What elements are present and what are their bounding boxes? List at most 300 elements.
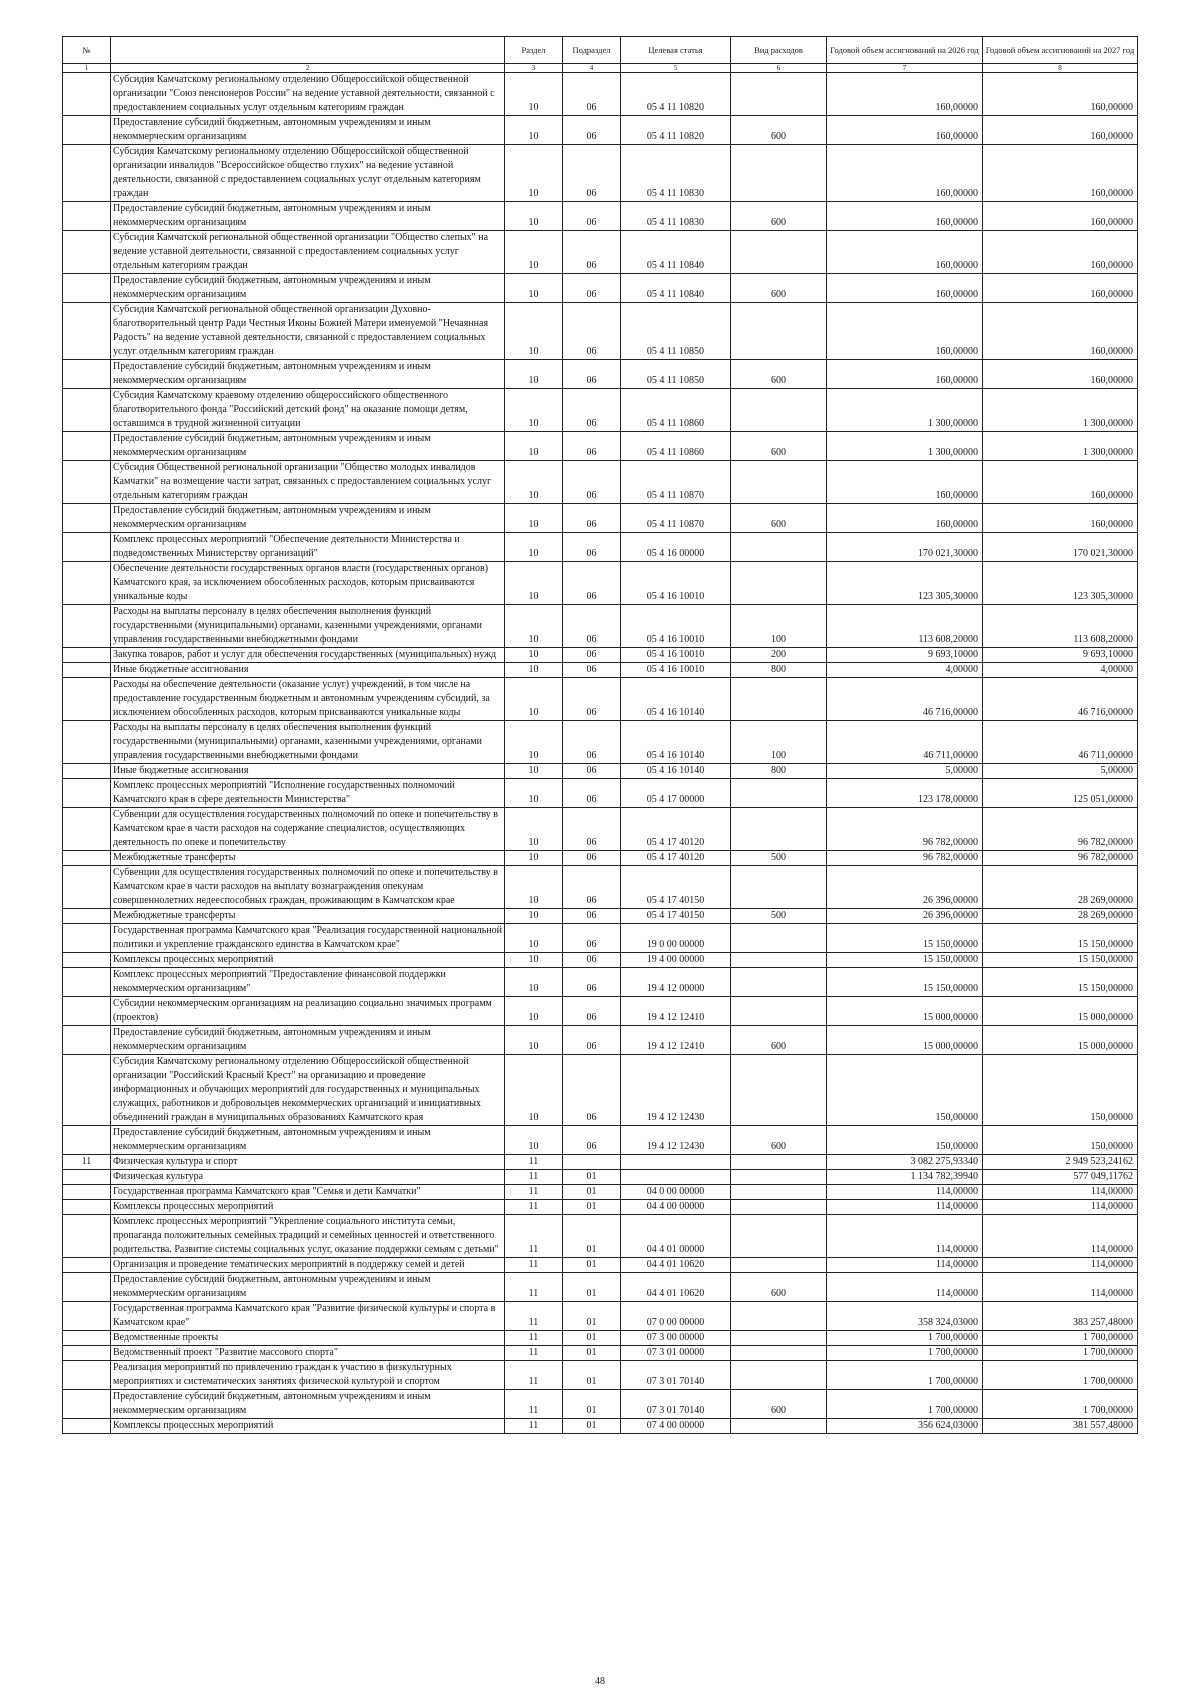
table-row	[63, 432, 1138, 461]
row-amount-2026: 160,00000	[827, 274, 983, 303]
row-target-article: 05 4 16 10010	[621, 648, 731, 663]
row-expense-type: 800	[731, 663, 827, 678]
row-expense-type	[731, 968, 827, 997]
row-name: Субсидия Камчатской региональной общественной организации "Общество слепых" на ведение уставной деятельности, связанной с предоставлением социальных услуг отдельным категориям граждан	[111, 231, 505, 274]
table-row	[63, 504, 1138, 533]
row-expense-type	[731, 1155, 827, 1170]
table-row	[63, 997, 1138, 1026]
row-amount-2026: 114,00000	[827, 1200, 983, 1215]
row-target-article: 05 4 11 10830	[621, 145, 731, 202]
header-2026: Годовой объем ассигнований на 2026 год	[827, 37, 983, 64]
row-amount-2027: 160,00000	[983, 274, 1138, 303]
row-amount-2027: 160,00000	[983, 504, 1138, 533]
row-amount-2027: 114,00000	[983, 1200, 1138, 1215]
row-expense-type	[731, 1170, 827, 1185]
row-amount-2027: 9 693,10000	[983, 648, 1138, 663]
row-amount-2027: 160,00000	[983, 202, 1138, 231]
row-expense-type	[731, 1361, 827, 1390]
row-name: Государственная программа Камчатского края "Семья и дети Камчатки"	[111, 1185, 505, 1200]
row-number	[63, 997, 111, 1026]
row-amount-2027: 4,00000	[983, 663, 1138, 678]
row-name: Предоставление субсидий бюджетным, автономным учреждениям и иным некоммерческим организациям	[111, 504, 505, 533]
row-podrazdel: 06	[563, 303, 621, 360]
row-number	[63, 1302, 111, 1331]
row-name: Иные бюджетные ассигнования	[111, 764, 505, 779]
row-expense-type	[731, 231, 827, 274]
row-razdel: 11	[505, 1346, 563, 1361]
row-amount-2027: 160,00000	[983, 303, 1138, 360]
row-name: Комплексы процессных мероприятий	[111, 953, 505, 968]
row-number	[63, 808, 111, 851]
row-podrazdel: 06	[563, 73, 621, 116]
row-amount-2027: 1 300,00000	[983, 432, 1138, 461]
row-number	[63, 274, 111, 303]
row-expense-type	[731, 779, 827, 808]
row-number	[63, 924, 111, 953]
row-amount-2027: 114,00000	[983, 1273, 1138, 1302]
row-razdel: 10	[505, 779, 563, 808]
row-amount-2026: 26 396,00000	[827, 909, 983, 924]
row-amount-2026: 356 624,03000	[827, 1419, 983, 1434]
row-name: Субсидия Камчатскому краевому отделению общероссийского общественного благотворительного фонда "Российский детский фонд" на оказание помощи детям, оставшимся в трудной жизненной ситуации	[111, 389, 505, 432]
row-target-article: 07 3 00 00000	[621, 1331, 731, 1346]
row-razdel: 10	[505, 764, 563, 779]
row-name: Предоставление субсидий бюджетным, автономным учреждениям и иным некоммерческим организациям	[111, 202, 505, 231]
row-target-article: 19 4 12 12410	[621, 1026, 731, 1055]
row-target-article: 05 4 11 10850	[621, 360, 731, 389]
row-name: Субсидия Камчатской региональной общественной организации Духовно-благотворительный центр Ради Честныя Иконы Божией Матери именуемой "Нечаянная Радость" на ведение уставной деятельности, связанной с предоставлением социальных услуг отдельным категориям граждан	[111, 303, 505, 360]
row-podrazdel: 06	[563, 924, 621, 953]
row-amount-2026: 1 300,00000	[827, 389, 983, 432]
row-name: Субсидия Общественной региональной организации "Общество молодых инвалидов Камчатки" на возмещение части затрат, связанных с предоставлением социальных услуг отдельным категориям граждан	[111, 461, 505, 504]
row-razdel: 11	[505, 1170, 563, 1185]
row-amount-2027: 96 782,00000	[983, 808, 1138, 851]
row-expense-type	[731, 808, 827, 851]
row-podrazdel: 06	[563, 231, 621, 274]
row-amount-2026: 96 782,00000	[827, 851, 983, 866]
row-amount-2026: 170 021,30000	[827, 533, 983, 562]
table-row	[63, 1258, 1138, 1273]
header-vr: Вид расходов	[731, 37, 827, 64]
table-row	[63, 1185, 1138, 1200]
table-row	[63, 924, 1138, 953]
row-podrazdel: 06	[563, 648, 621, 663]
row-amount-2026: 4,00000	[827, 663, 983, 678]
header-razdel: Раздел	[505, 37, 563, 64]
table-row	[63, 73, 1138, 116]
row-amount-2027: 15 000,00000	[983, 1026, 1138, 1055]
table-row	[63, 851, 1138, 866]
row-podrazdel: 01	[563, 1185, 621, 1200]
header-csr: Целевая статья	[621, 37, 731, 64]
row-podrazdel: 06	[563, 663, 621, 678]
row-razdel: 10	[505, 145, 563, 202]
row-podrazdel: 01	[563, 1346, 621, 1361]
row-razdel: 11	[505, 1361, 563, 1390]
row-name: Предоставление субсидий бюджетным, автономным учреждениям и иным некоммерческим организациям	[111, 1026, 505, 1055]
row-name: Межбюджетные трансферты	[111, 909, 505, 924]
row-expense-type	[731, 953, 827, 968]
row-number	[63, 1346, 111, 1361]
row-amount-2027: 1 300,00000	[983, 389, 1138, 432]
row-podrazdel: 01	[563, 1361, 621, 1390]
row-razdel: 10	[505, 648, 563, 663]
row-amount-2027: 1 700,00000	[983, 1390, 1138, 1419]
row-number	[63, 851, 111, 866]
table-row	[63, 1155, 1138, 1170]
row-podrazdel: 06	[563, 360, 621, 389]
row-name: Субсидии некоммерческим организациям на реализацию социально значимых программ (проектов)	[111, 997, 505, 1026]
row-target-article: 07 3 01 70140	[621, 1361, 731, 1390]
row-amount-2027: 160,00000	[983, 231, 1138, 274]
row-target-article: 05 4 17 40150	[621, 909, 731, 924]
table-row	[63, 663, 1138, 678]
table-row	[63, 562, 1138, 605]
row-number	[63, 648, 111, 663]
row-amount-2027: 114,00000	[983, 1185, 1138, 1200]
row-amount-2026: 123 305,30000	[827, 562, 983, 605]
row-expense-type	[731, 533, 827, 562]
row-name: Межбюджетные трансферты	[111, 851, 505, 866]
row-amount-2026: 160,00000	[827, 504, 983, 533]
row-name: Государственная программа Камчатского края "Реализация государственной национальной политики и укрепление гражданского единства в Камчатском крае"	[111, 924, 505, 953]
row-number	[63, 504, 111, 533]
row-amount-2026: 1 700,00000	[827, 1390, 983, 1419]
row-amount-2026: 358 324,03000	[827, 1302, 983, 1331]
row-razdel: 11	[505, 1331, 563, 1346]
column-number: 7	[827, 64, 983, 73]
row-razdel: 10	[505, 202, 563, 231]
row-razdel: 10	[505, 605, 563, 648]
row-razdel: 10	[505, 721, 563, 764]
row-number	[63, 533, 111, 562]
row-target-article: 05 4 11 10840	[621, 274, 731, 303]
row-podrazdel: 06	[563, 851, 621, 866]
row-name: Субсидия Камчатскому региональному отделению Общероссийской общественной организации "Союз пенсионеров России" на ведение уставной деятельности, связанной с предоставлением социальных услуг отдельным категориям граждан	[111, 73, 505, 116]
row-expense-type: 600	[731, 1390, 827, 1419]
table-row	[63, 116, 1138, 145]
table-row	[63, 461, 1138, 504]
table-row	[63, 1346, 1138, 1361]
row-podrazdel: 01	[563, 1258, 621, 1273]
row-name: Предоставление субсидий бюджетным, автономным учреждениям и иным некоммерческим организациям	[111, 360, 505, 389]
row-razdel: 10	[505, 1055, 563, 1126]
row-name: Реализация мероприятий по привлечению граждан к участию в физкультурных мероприятиях и систематических занятиях физической культурой и спортом	[111, 1361, 505, 1390]
row-razdel: 10	[505, 808, 563, 851]
row-amount-2027: 28 269,00000	[983, 909, 1138, 924]
row-razdel: 10	[505, 533, 563, 562]
table-row	[63, 1126, 1138, 1155]
row-number	[63, 779, 111, 808]
row-number	[63, 1361, 111, 1390]
row-target-article: 05 4 11 10820	[621, 116, 731, 145]
row-amount-2026: 123 178,00000	[827, 779, 983, 808]
row-target-article: 05 4 11 10840	[621, 231, 731, 274]
row-number	[63, 1419, 111, 1434]
row-target-article: 05 4 11 10870	[621, 504, 731, 533]
row-amount-2026: 114,00000	[827, 1258, 983, 1273]
row-number	[63, 562, 111, 605]
row-podrazdel: 06	[563, 968, 621, 997]
row-number	[63, 721, 111, 764]
row-amount-2026: 46 711,00000	[827, 721, 983, 764]
row-expense-type	[731, 303, 827, 360]
row-amount-2026: 160,00000	[827, 360, 983, 389]
row-name: Предоставление субсидий бюджетным, автономным учреждениям и иным некоммерческим организациям	[111, 1126, 505, 1155]
row-amount-2026: 160,00000	[827, 145, 983, 202]
table-row	[63, 1361, 1138, 1390]
table-row	[63, 1390, 1138, 1419]
row-podrazdel: 01	[563, 1331, 621, 1346]
header-podrazdel: Подраздел	[563, 37, 621, 64]
row-name: Предоставление субсидий бюджетным, автономным учреждениям и иным некоммерческим организациям	[111, 1273, 505, 1302]
row-amount-2027: 125 051,00000	[983, 779, 1138, 808]
row-razdel: 10	[505, 504, 563, 533]
row-amount-2027: 5,00000	[983, 764, 1138, 779]
row-number	[63, 1390, 111, 1419]
row-amount-2026: 15 150,00000	[827, 953, 983, 968]
row-expense-type: 600	[731, 360, 827, 389]
row-razdel: 11	[505, 1419, 563, 1434]
row-name: Государственная программа Камчатского края "Развитие физической культуры и спорта в Камчатском крае"	[111, 1302, 505, 1331]
table-row	[63, 779, 1138, 808]
page-number: 48	[595, 1676, 605, 1687]
row-target-article: 05 4 11 10860	[621, 389, 731, 432]
table-row	[63, 953, 1138, 968]
table-row	[63, 202, 1138, 231]
header-name	[111, 37, 505, 64]
row-amount-2026: 3 082 275,93340	[827, 1155, 983, 1170]
row-number: 11	[63, 1155, 111, 1170]
header-2027: Годовой объем ассигнований на 2027 год	[983, 37, 1138, 64]
row-podrazdel: 06	[563, 678, 621, 721]
row-number	[63, 1331, 111, 1346]
row-number	[63, 866, 111, 909]
row-expense-type	[731, 1346, 827, 1361]
row-name: Иные бюджетные ассигнования	[111, 663, 505, 678]
row-amount-2027: 381 557,48000	[983, 1419, 1138, 1434]
row-amount-2026: 1 700,00000	[827, 1346, 983, 1361]
row-razdel: 10	[505, 73, 563, 116]
row-expense-type: 100	[731, 721, 827, 764]
row-number	[63, 663, 111, 678]
row-name: Предоставление субсидий бюджетным, автономным учреждениям и иным некоммерческим организациям	[111, 116, 505, 145]
budget-table-sheet	[62, 36, 1137, 1434]
row-target-article: 19 4 12 00000	[621, 968, 731, 997]
table-row	[63, 274, 1138, 303]
row-amount-2027: 46 716,00000	[983, 678, 1138, 721]
row-podrazdel: 06	[563, 997, 621, 1026]
row-expense-type: 600	[731, 1026, 827, 1055]
row-amount-2026: 46 716,00000	[827, 678, 983, 721]
row-podrazdel: 06	[563, 1026, 621, 1055]
row-amount-2026: 114,00000	[827, 1185, 983, 1200]
row-name: Расходы на выплаты персоналу в целях обеспечения выполнения функций государственными (муниципальными) органами, казенными учреждениями, органами управления государственными внебюджетными фондами	[111, 721, 505, 764]
row-name: Расходы на обеспечение деятельности (оказание услуг) учреждений, в том числе на предоставление государственным бюджетным и автономным учреждениям субсидий, за исключением обособленных расходов, которым присваиваются уникальные коды	[111, 678, 505, 721]
row-razdel: 10	[505, 1026, 563, 1055]
row-name: Ведомственный проект "Развитие массового спорта"	[111, 1346, 505, 1361]
row-amount-2027: 15 000,00000	[983, 997, 1138, 1026]
row-name: Закупка товаров, работ и услуг для обеспечения государственных (муниципальных) нужд	[111, 648, 505, 663]
row-number	[63, 605, 111, 648]
row-amount-2027: 383 257,48000	[983, 1302, 1138, 1331]
row-razdel: 10	[505, 562, 563, 605]
table-row	[63, 1026, 1138, 1055]
row-expense-type	[731, 866, 827, 909]
row-amount-2026: 113 608,20000	[827, 605, 983, 648]
row-podrazdel: 06	[563, 504, 621, 533]
row-podrazdel: 01	[563, 1170, 621, 1185]
header-row	[63, 37, 1138, 64]
row-amount-2027: 113 608,20000	[983, 605, 1138, 648]
row-expense-type	[731, 389, 827, 432]
row-podrazdel: 01	[563, 1215, 621, 1258]
row-target-article: 05 4 17 40120	[621, 808, 731, 851]
row-target-article: 05 4 11 10850	[621, 303, 731, 360]
row-number	[63, 202, 111, 231]
row-razdel: 11	[505, 1390, 563, 1419]
row-number	[63, 73, 111, 116]
column-number-row	[63, 64, 1138, 73]
row-podrazdel: 01	[563, 1302, 621, 1331]
row-target-article: 05 4 16 10010	[621, 663, 731, 678]
row-podrazdel: 06	[563, 721, 621, 764]
row-amount-2027: 150,00000	[983, 1126, 1138, 1155]
row-amount-2027: 114,00000	[983, 1215, 1138, 1258]
table-row	[63, 678, 1138, 721]
row-amount-2027: 2 949 523,24162	[983, 1155, 1138, 1170]
row-razdel: 11	[505, 1273, 563, 1302]
row-podrazdel: 06	[563, 866, 621, 909]
row-target-article: 05 4 11 10870	[621, 461, 731, 504]
row-amount-2027: 150,00000	[983, 1055, 1138, 1126]
row-razdel: 10	[505, 274, 563, 303]
row-number	[63, 145, 111, 202]
row-expense-type: 600	[731, 504, 827, 533]
row-name: Предоставление субсидий бюджетным, автономным учреждениям и иным некоммерческим организациям	[111, 274, 505, 303]
row-amount-2026: 1 700,00000	[827, 1331, 983, 1346]
row-amount-2026: 150,00000	[827, 1055, 983, 1126]
row-expense-type: 600	[731, 432, 827, 461]
column-number: 4	[563, 64, 621, 73]
row-number	[63, 1185, 111, 1200]
row-podrazdel	[563, 1155, 621, 1170]
row-amount-2027: 15 150,00000	[983, 968, 1138, 997]
row-amount-2026: 150,00000	[827, 1126, 983, 1155]
row-target-article: 04 4 00 00000	[621, 1200, 731, 1215]
row-expense-type	[731, 1055, 827, 1126]
row-target-article: 04 4 01 00000	[621, 1215, 731, 1258]
row-razdel: 10	[505, 360, 563, 389]
row-target-article: 07 0 00 00000	[621, 1302, 731, 1331]
row-name: Физическая культура	[111, 1170, 505, 1185]
row-name: Субвенции для осуществления государственных полномочий по опеке и попечительству в Камчатском крае в части расходов на выплату вознаграждения опекунам совершеннолетних недееспособных граждан, проживающим в Камчатском крае	[111, 866, 505, 909]
row-amount-2027: 15 150,00000	[983, 953, 1138, 968]
row-expense-type	[731, 145, 827, 202]
row-target-article: 05 4 17 40120	[621, 851, 731, 866]
row-razdel: 11	[505, 1258, 563, 1273]
row-expense-type	[731, 1302, 827, 1331]
row-target-article: 19 4 12 12410	[621, 997, 731, 1026]
table-row	[63, 360, 1138, 389]
row-target-article: 05 4 16 10140	[621, 721, 731, 764]
table-row	[63, 1170, 1138, 1185]
row-number	[63, 953, 111, 968]
table-row	[63, 1055, 1138, 1126]
row-podrazdel: 01	[563, 1390, 621, 1419]
row-amount-2027: 160,00000	[983, 360, 1138, 389]
row-target-article: 04 4 01 10620	[621, 1258, 731, 1273]
column-number: 6	[731, 64, 827, 73]
row-expense-type: 500	[731, 851, 827, 866]
row-number	[63, 1215, 111, 1258]
row-podrazdel: 06	[563, 116, 621, 145]
row-number	[63, 461, 111, 504]
row-razdel: 11	[505, 1200, 563, 1215]
row-expense-type	[731, 1258, 827, 1273]
row-target-article: 04 4 01 10620	[621, 1273, 731, 1302]
row-razdel: 11	[505, 1215, 563, 1258]
row-razdel: 10	[505, 909, 563, 924]
row-name: Комплекс процессных мероприятий "Исполнение государственных полномочий Камчатского края в сфере деятельности Министерства"	[111, 779, 505, 808]
row-name: Комплексы процессных мероприятий	[111, 1200, 505, 1215]
row-name: Комплекс процессных мероприятий "Укрепление социального института семьи, пропаганда положительных семейных традиций и семейных ценностей и ответственного родительства. Развитие системы социальных услуг, оказание поддержки семьям с детьми"	[111, 1215, 505, 1258]
row-amount-2026: 26 396,00000	[827, 866, 983, 909]
row-expense-type: 600	[731, 1126, 827, 1155]
row-razdel: 11	[505, 1155, 563, 1170]
table-row	[63, 968, 1138, 997]
row-amount-2027: 160,00000	[983, 116, 1138, 145]
row-number	[63, 1026, 111, 1055]
row-name: Предоставление субсидий бюджетным, автономным учреждениям и иным некоммерческим организациям	[111, 432, 505, 461]
table-row	[63, 1302, 1138, 1331]
column-number: 2	[111, 64, 505, 73]
column-number: 3	[505, 64, 563, 73]
table-row	[63, 721, 1138, 764]
row-number	[63, 1200, 111, 1215]
row-razdel: 10	[505, 866, 563, 909]
row-expense-type	[731, 1200, 827, 1215]
row-number	[63, 116, 111, 145]
row-expense-type: 200	[731, 648, 827, 663]
row-podrazdel: 06	[563, 808, 621, 851]
row-name: Физическая культура и спорт	[111, 1155, 505, 1170]
row-target-article: 05 4 16 00000	[621, 533, 731, 562]
row-name: Организация и проведение тематических мероприятий в поддержку семей и детей	[111, 1258, 505, 1273]
row-number	[63, 1126, 111, 1155]
row-podrazdel: 06	[563, 274, 621, 303]
table-row	[63, 303, 1138, 360]
row-name: Комплекс процессных мероприятий "Предоставление финансовой поддержки некоммерческим организациям"	[111, 968, 505, 997]
row-number	[63, 1273, 111, 1302]
row-name: Субвенции для осуществления государственных полномочий по опеке и попечительству в Камчатском крае в части расходов на содержание специалистов, осуществляющих деятельность по опеке и попечительству	[111, 808, 505, 851]
row-expense-type: 600	[731, 1273, 827, 1302]
row-razdel: 10	[505, 924, 563, 953]
row-razdel: 11	[505, 1185, 563, 1200]
row-podrazdel: 06	[563, 389, 621, 432]
row-podrazdel: 06	[563, 562, 621, 605]
row-podrazdel: 06	[563, 605, 621, 648]
column-number: 1	[63, 64, 111, 73]
row-amount-2027: 160,00000	[983, 73, 1138, 116]
row-amount-2026: 1 300,00000	[827, 432, 983, 461]
row-expense-type	[731, 1215, 827, 1258]
row-razdel: 10	[505, 231, 563, 274]
row-amount-2026: 160,00000	[827, 461, 983, 504]
row-expense-type: 600	[731, 274, 827, 303]
row-target-article: 05 4 16 10010	[621, 605, 731, 648]
row-expense-type	[731, 924, 827, 953]
